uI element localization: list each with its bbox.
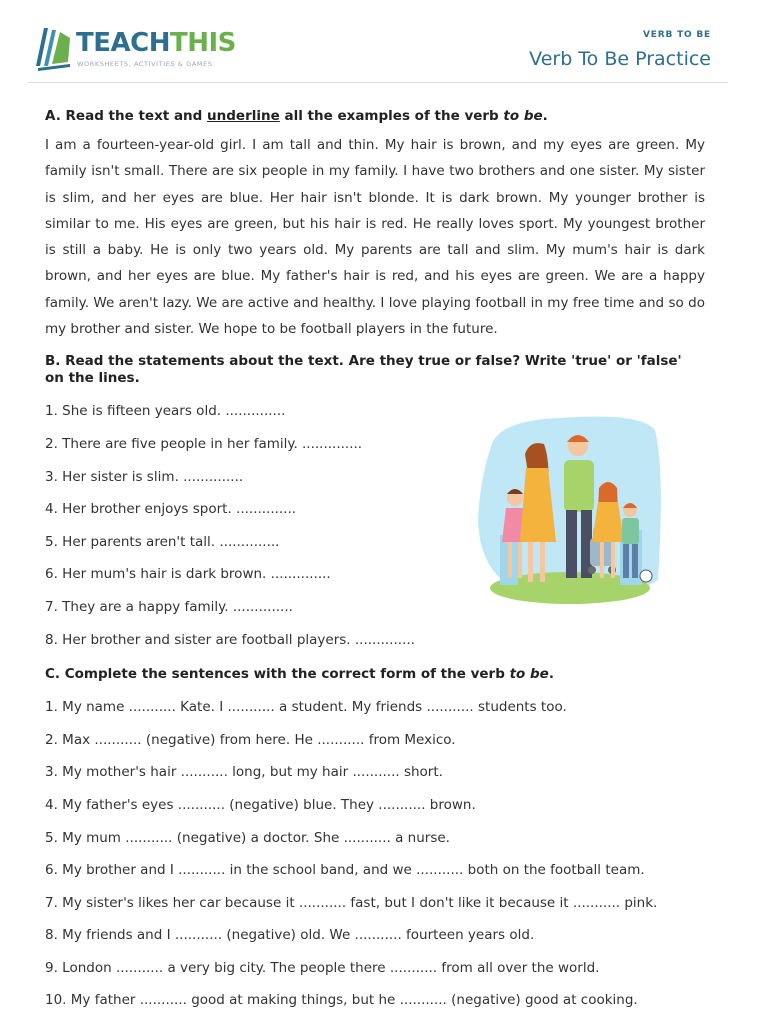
worksheet-title: Verb To Be Practice xyxy=(529,48,711,70)
list-item: 9. London ........... a very big city. The people there ........... from all over the world. xyxy=(45,959,600,976)
list-item: 5. My mum ........... (negative) a doctor. She ........... a nurse. xyxy=(45,829,450,846)
list-item: 4. My father's eyes ........... (negative) blue. They ........... brown. xyxy=(45,796,476,813)
logo-wordmark: TEACHTHIS xyxy=(76,28,236,58)
list-item: 8. Her brother and sister are football players. .............. xyxy=(45,631,415,648)
list-item: 1. My name ........... Kate. I ........... a student. My friends ........... students too. xyxy=(45,699,567,716)
page-header xyxy=(0,0,768,82)
list-item: 5. Her parents aren't tall. .............. xyxy=(45,533,280,550)
list-item: 7. They are a happy family. .............. xyxy=(45,598,293,615)
logo-tagline: WORKSHEETS, ACTIVITIES & GAMES xyxy=(77,60,213,68)
list-item: 6. Her mum's hair is dark brown. .............. xyxy=(45,566,331,583)
section-a-heading: A. Read the text and underline all the examples of the verb to be. xyxy=(45,108,548,124)
list-item: 10. My father ........... good at making things, but he ........... (negative) good at cooking. xyxy=(45,992,638,1009)
list-item: 2. There are five people in her family. .............. xyxy=(45,435,363,452)
section-b-heading: B. Read the statements about the text. Are they true or false? Write 'true' or 'false' on the lines. xyxy=(45,353,682,387)
topic-label: VERB TO BE xyxy=(643,30,711,40)
list-item: 2. Max ........... (negative) from here. He ........... from Mexico. xyxy=(45,731,456,748)
list-item: 7. My sister's likes her car because it ........... fast, but I don't like it because it ........... pink. xyxy=(45,894,658,911)
list-item: 8. My friends and I ........... (negative) old. We ........... fourteen years old. xyxy=(45,927,535,944)
list-item: 3. My mother's hair ........... long, but my hair ........... short. xyxy=(45,764,443,781)
section-c-sentences xyxy=(45,691,705,1017)
family-illustration xyxy=(470,410,670,610)
list-item: 6. My brother and I ........... in the school band, and we ........... both on the football team. xyxy=(45,862,645,879)
section-a-reading-text: I am a fourteen-year-old girl. I am tall and thin. My hair is brown, and my eyes are green. My family isn't small. There are six people in my family. I have two brothers and one sister. My sister is slim, and her eyes are blue. Her hair isn't blonde. It is dark brown. My younger brother is similar to me. His eyes are green, but his hair is red. He really loves sport. My youngest brother is still a baby. He is only two years old. My parents are tall and slim. My mum's hair is dark brown, and her eyes are blue. My father's hair is red, and his eyes are green. We are a happy family. We aren't lazy. We are active and healthy. I love playing football in my free time and so do my brother and sister. We hope to be football players in the future. xyxy=(45,137,705,338)
list-item: 3. Her sister is slim. .............. xyxy=(45,468,244,485)
section-c-heading: C. Complete the sentences with the correct form of the verb to be. xyxy=(45,666,554,683)
list-item: 1. She is fifteen years old. .............. xyxy=(45,403,286,420)
header-divider xyxy=(28,82,728,83)
list-item: 4. Her brother enjoys sport. .............. xyxy=(45,501,297,518)
